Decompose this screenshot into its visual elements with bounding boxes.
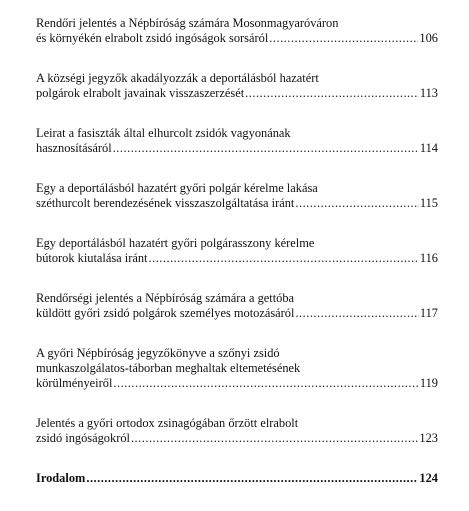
- toc-entry-page-number: 113: [419, 86, 438, 100]
- toc-entry-final-line: [36, 471, 438, 486]
- toc-entry-title-line: munkaszolgálatos-táborban meghaltak eltemetésének: [36, 361, 301, 375]
- toc-entry-page-number: 114: [419, 141, 438, 155]
- toc-entry-final-line: [36, 376, 438, 391]
- dot-leader: [269, 31, 418, 46]
- dot-leader: [295, 306, 418, 321]
- toc-entry-final-line: [36, 306, 438, 321]
- toc-entry: [36, 471, 438, 486]
- toc-entry-page-number: 106: [419, 31, 438, 45]
- toc-entry-title-end: Irodalom: [36, 471, 86, 485]
- toc-entry-title-line: A községi jegyzők akadályozzák a deportálásból hazatért: [36, 71, 319, 85]
- toc-entry-title-line: Egy deportálásból hazatért győri polgárasszony kérelme: [36, 236, 315, 250]
- toc-entry-title-line: Egy a deportálásból hazatért győri polgár kérelme lakása: [36, 181, 318, 195]
- toc-entry-title-end: széthurcolt berendezésének visszaszolgáltatása iránt: [36, 196, 295, 210]
- toc-entry-final-line: [36, 196, 438, 211]
- toc-entry: [36, 416, 438, 446]
- toc-entry-title-end: bútorok kiutalása iránt: [36, 251, 148, 265]
- table-of-contents: [36, 16, 438, 511]
- toc-entry-title-line: Rendőri jelentés a Népbíróság számára Mosonmagyaróváron: [36, 16, 339, 30]
- toc-entry: [36, 181, 438, 211]
- dot-leader: [131, 431, 418, 446]
- toc-entry-page-number: 116: [419, 251, 438, 265]
- dot-leader: [295, 196, 418, 211]
- toc-entry: [36, 346, 438, 391]
- toc-entry-page-number: 124: [419, 471, 438, 485]
- toc-entry-title-line: Jelentés a győri ortodox zsinagógában őrzött elrabolt: [36, 416, 299, 430]
- toc-entry-final-line: [36, 141, 438, 156]
- toc-entry-final-line: [36, 431, 438, 446]
- toc-entry: [36, 16, 438, 46]
- toc-entry-title-end: küldött győri zsidó polgárok személyes motozásáról: [36, 306, 295, 320]
- toc-entry-title-line: A győri Népbíróság jegyzőkönyve a szőnyi zsidó: [36, 346, 280, 360]
- toc-entry-page-number: 115: [419, 196, 438, 210]
- dot-leader: [149, 251, 419, 266]
- toc-entry-page-number: 117: [419, 306, 438, 320]
- dot-leader: [113, 141, 419, 156]
- toc-entry-title-end: polgárok elrabolt javainak visszaszerzését: [36, 86, 245, 100]
- toc-entry-page-number: 119: [419, 376, 438, 390]
- toc-entry-final-line: [36, 251, 438, 266]
- toc-entry: [36, 126, 438, 156]
- toc-entry: [36, 291, 438, 321]
- toc-entry-title-line: Rendőrségi jelentés a Népbíróság számára a gettóba: [36, 291, 295, 305]
- toc-entry-title-end: körülményeiről: [36, 376, 113, 390]
- dot-leader: [86, 471, 418, 486]
- toc-entry-page-number: 123: [419, 431, 438, 445]
- dot-leader: [113, 376, 418, 391]
- toc-entry: [36, 236, 438, 266]
- toc-entry-title-end: zsidó ingóságokról: [36, 431, 130, 445]
- dot-leader: [245, 86, 419, 101]
- toc-entry: [36, 71, 438, 101]
- toc-entry-final-line: [36, 86, 438, 101]
- toc-entry-title-line: Leirat a fasiszták által elhurcolt zsidók vagyonának: [36, 126, 291, 140]
- toc-entry-title-end: és környékén elrabolt zsidó ingóságok sorsáról: [36, 31, 269, 45]
- toc-entry-final-line: [36, 31, 438, 46]
- toc-entry-title-end: hasznosításáról: [36, 141, 112, 155]
